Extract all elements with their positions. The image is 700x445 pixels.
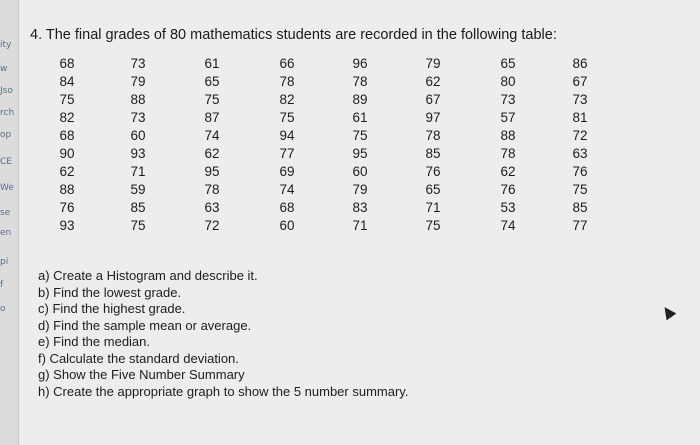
grade-cell: 72 [572, 128, 588, 143]
grade-cell: 93 [130, 146, 146, 161]
grade-cell: 75 [279, 110, 295, 125]
grade-cell: 75 [425, 218, 441, 233]
grade-cell: 66 [279, 56, 295, 71]
grade-cell: 63 [572, 146, 588, 161]
grade-cell: 57 [500, 110, 516, 125]
problem-title: 4. The final grades of 80 mathematics students are recorded in the following table: [30, 27, 557, 43]
question-item: d) Find the sample mean or average. [38, 317, 252, 333]
problem-page [20, 0, 700, 445]
grade-cell: 71 [130, 164, 146, 179]
grade-cell: 65 [204, 74, 220, 89]
sidebar-fragment: f [0, 280, 4, 290]
grade-cell: 65 [500, 56, 516, 71]
grade-cell: 95 [204, 164, 220, 179]
grade-cell: 77 [279, 146, 295, 161]
grade-cell: 72 [204, 218, 220, 233]
sidebar-fragment: We [0, 183, 14, 193]
grade-cell: 85 [130, 200, 146, 215]
grade-cell: 73 [572, 92, 588, 107]
grade-cell: 85 [425, 146, 441, 161]
sidebar-fragment: pi [0, 257, 9, 267]
grade-cell: 74 [204, 128, 220, 143]
grade-cell: 90 [59, 146, 75, 161]
grade-cell: 78 [279, 74, 295, 89]
grade-cell: 53 [500, 200, 516, 215]
grade-cell: 76 [500, 182, 516, 197]
grade-cell: 76 [59, 200, 75, 215]
grade-cell: 71 [425, 200, 441, 215]
grade-cell: 60 [279, 218, 295, 233]
grade-cell: 74 [279, 182, 295, 197]
grade-cell: 76 [572, 164, 588, 179]
question-item: b) Find the lowest grade. [38, 284, 182, 300]
grade-cell: 63 [204, 200, 220, 215]
grade-cell: 76 [425, 164, 441, 179]
grade-cell: 69 [279, 164, 295, 179]
grade-cell: 94 [279, 128, 295, 143]
grade-cell: 89 [352, 92, 368, 107]
grades-column-3 [197, 55, 227, 235]
sidebar-fragment: en [0, 228, 12, 238]
grade-cell: 81 [572, 110, 588, 125]
grade-cell: 85 [572, 200, 588, 215]
grade-cell: 93 [59, 218, 75, 233]
grade-cell: 83 [352, 200, 368, 215]
grade-cell: 62 [425, 74, 441, 89]
grade-cell: 68 [59, 56, 75, 71]
grade-cell: 78 [425, 128, 441, 143]
grade-cell: 87 [204, 110, 220, 125]
grade-cell: 68 [279, 200, 295, 215]
grade-cell: 88 [59, 182, 75, 197]
grades-column-4 [272, 55, 302, 235]
grade-cell: 78 [352, 74, 368, 89]
question-item: g) Show the Five Number Summary [38, 367, 245, 382]
grade-cell: 59 [130, 182, 146, 197]
grade-cell: 88 [130, 92, 146, 107]
grade-cell: 73 [500, 92, 516, 107]
grade-cell: 65 [425, 182, 441, 197]
question-item: e) Find the median. [38, 334, 151, 349]
grade-cell: 80 [500, 74, 516, 89]
grade-cell: 73 [130, 56, 146, 71]
grade-cell: 79 [425, 56, 441, 71]
grade-cell: 78 [500, 146, 516, 161]
sidebar-fragment: se [0, 208, 11, 218]
grade-cell: 88 [500, 128, 516, 143]
grade-cell: 82 [279, 92, 295, 107]
grade-cell: 75 [130, 218, 146, 233]
grade-cell: 75 [59, 92, 75, 107]
question-list [38, 268, 408, 400]
grade-cell: 67 [425, 92, 441, 107]
grade-cell: 60 [352, 164, 368, 179]
grade-cell: 61 [204, 56, 220, 71]
left-sidebar-strip [0, 0, 19, 445]
grade-cell: 61 [352, 110, 368, 125]
sidebar-fragment: Jso [0, 86, 13, 96]
grade-cell: 62 [500, 164, 516, 179]
grade-cell: 77 [572, 218, 588, 233]
question-item: c) Find the highest grade. [38, 301, 186, 316]
question-item: h) Create the appropriate graph to show the 5 number summary. [38, 383, 409, 399]
grades-column-5 [345, 55, 375, 235]
grade-cell: 95 [352, 146, 368, 161]
grade-cell: 60 [130, 128, 146, 143]
sidebar-fragment: op [0, 130, 12, 140]
grades-column-6 [418, 55, 448, 235]
sidebar-fragment: o [0, 304, 6, 314]
sidebar-fragment: CE [0, 157, 12, 167]
grades-column-7 [493, 55, 523, 235]
grades-column-8 [565, 55, 595, 235]
sidebar-fragment: ity [0, 40, 12, 50]
grade-cell: 86 [572, 56, 588, 71]
grade-cell: 78 [204, 182, 220, 197]
sidebar-fragment: w [0, 64, 8, 74]
grade-cell: 73 [130, 110, 146, 125]
grade-cell: 62 [59, 164, 75, 179]
grade-cell: 71 [352, 218, 368, 233]
grade-cell: 62 [204, 146, 220, 161]
grade-cell: 75 [204, 92, 220, 107]
grade-cell: 84 [59, 74, 75, 89]
grades-column-1 [52, 55, 82, 235]
sidebar-fragment: rch [0, 108, 15, 118]
grade-cell: 97 [425, 110, 441, 125]
grade-cell: 74 [500, 218, 516, 233]
grade-cell: 96 [352, 56, 368, 71]
grade-cell: 75 [352, 128, 368, 143]
grade-cell: 75 [572, 182, 588, 197]
grade-cell: 67 [572, 74, 588, 89]
grades-column-2 [123, 55, 153, 235]
grade-cell: 79 [130, 74, 146, 89]
grade-cell: 82 [59, 110, 75, 125]
grade-cell: 68 [59, 128, 75, 143]
question-item: f) Calculate the standard deviation. [38, 350, 239, 366]
grade-cell: 79 [352, 182, 368, 197]
question-item: a) Create a Histogram and describe it. [38, 268, 258, 283]
